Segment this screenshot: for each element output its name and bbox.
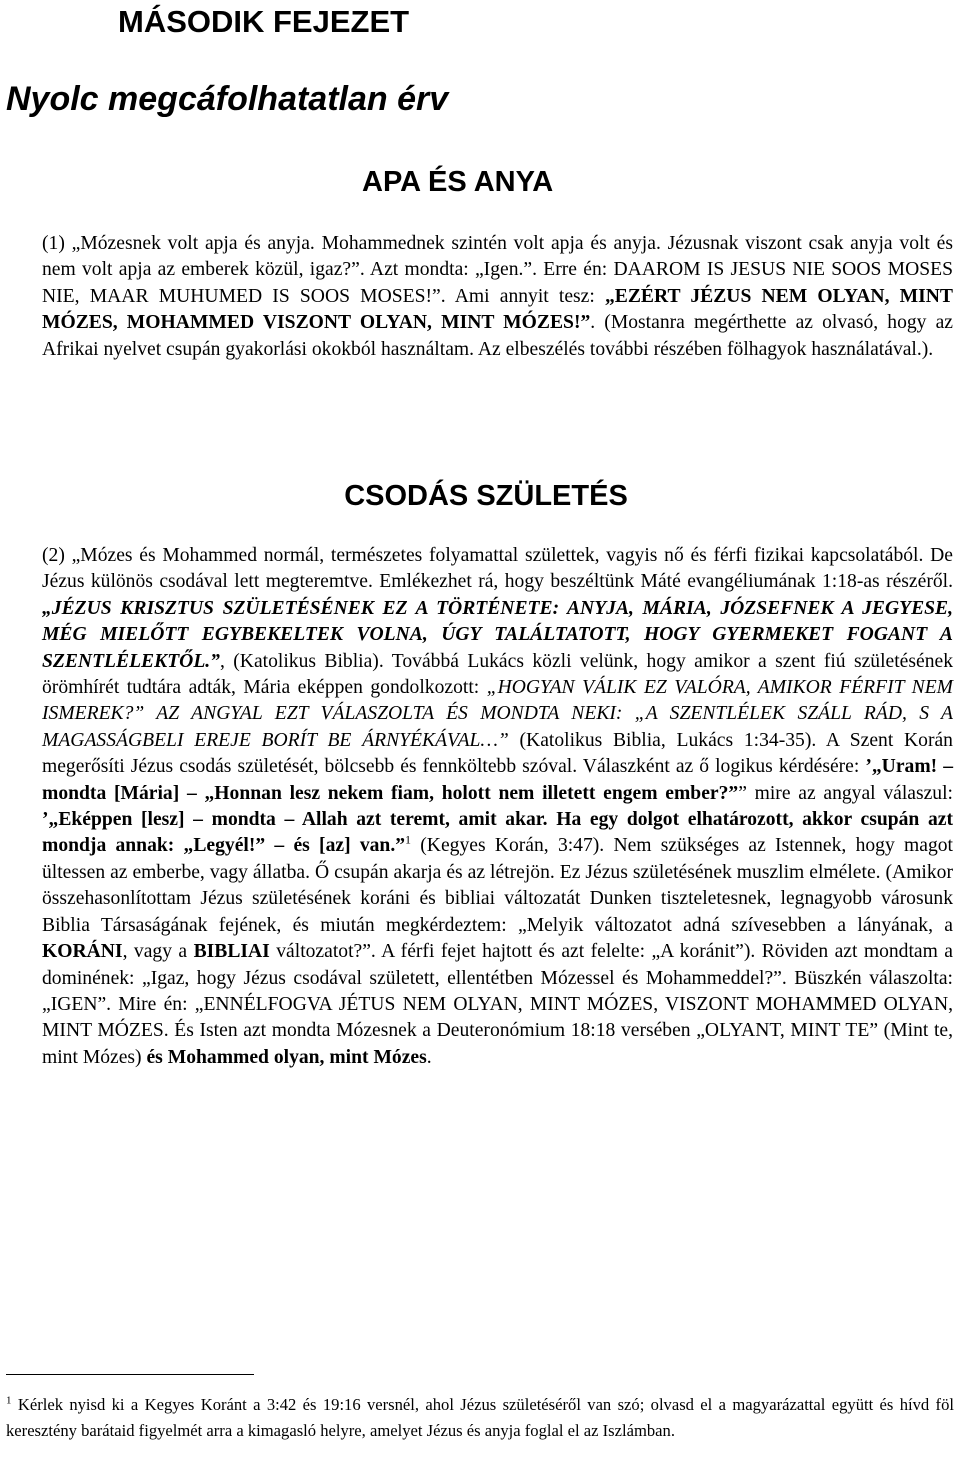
document-subtitle: Nyolc megcáfolhatatlan érv bbox=[6, 80, 449, 118]
paragraph-miraculous-birth bbox=[42, 543, 953, 1071]
footnote bbox=[6, 1392, 954, 1444]
birth-emphasis-korani: KORÁNI bbox=[42, 941, 123, 963]
parents-text-1: (1) „Mózesnek volt apja és anyja. Mohammednek szintén volt apja és anyja. Jézusnak viszont csak anyja volt és nem volt apja az emberek közül, igaz?”. Azt mondta: „Igen.”. Erre én: DAAROM IS JESUS NIE SOOS MOSES NIE, MAAR MUHUMED IS SOOS MOSES!”. Ami annyit tesz: bbox=[42, 233, 953, 307]
birth-text-7: változatot?”. A férfi fejet hajtott és azt felelte: „A koránit”). Röviden azt mondtam a dominének: „Igaz, hogy Jézus csodával született, ellentétben Mózessel és Mohammeddel?”. Büszkén válaszolta: „IGEN”. Mire én: „ENNÉLFOGVA JÉTUS NEM OLYAN, MINT MÓZES, VISZONT MOHAMMED OLYAN, MINT MÓZES. És Isten azt mondta Mózesnek a Deuteronómium 18:18 versében „OLYANT, MINT TE” (Mint te, mint Mózes) bbox=[42, 941, 953, 1068]
footnote-text: Kérlek nyisd ki a Kegyes Koránt a 3:42 és 19:16 versnél, ahol Jézus születéséről van szó; olvasd el a magyarázattal együtt és hívd föl keresztény barátaid figyelmét arra a kimagasló helyre, amelyet Jézus és anyja foglal el az Iszlámban. bbox=[6, 1395, 954, 1440]
birth-text-2: , (Katolikus Biblia). Továbbá Lukács közli velünk, hogy amikor a szent fiú születésének örömhírét tudtára adták, Mária eképpen gondolkozott: bbox=[42, 650, 953, 699]
birth-quran-quote-2: ’„Eképpen [lesz] – mondta – Allah azt teremt, amit akar. Ha egy dolgot elhatározott, akkor csupán azt mondja annak: „Legyél!” – és [az] van.” bbox=[42, 809, 953, 857]
section-heading-parents: APA ÉS ANYA bbox=[362, 166, 554, 198]
birth-text-3: (Katolikus Biblia, Lukács 1:34-35). A Szent Korán megerősíti Jézus csodás születését, bölcsebb és fennköltebb szóval. Válaszként az ő logikus kérdésére: bbox=[42, 729, 953, 778]
parents-emphasis-quote: „EZÉRT JÉZUS NEM OLYAN, MINT MÓZES, MOHAMMED VISZONT OLYAN, MINT MÓZES!” bbox=[42, 285, 953, 334]
parents-text-2: . (Mostanra megérthette az olvasó, hogy az Afrikai nyelvet csupán gyakorlási okokból használtam. Az elbeszélés további részében fölhagyok használatával.). bbox=[42, 312, 953, 360]
birth-emphasis-bibliai: BIBLIAI bbox=[193, 941, 270, 963]
birth-text-6: , vagy a bbox=[122, 941, 194, 963]
footnote-reference[interactable]: 1 bbox=[405, 832, 412, 847]
paragraph-parents bbox=[42, 231, 953, 363]
birth-luke-quote: „HOGYAN VÁLIK EZ VALÓRA, AMIKOR FÉRFIT NEM ISMEREK?” AZ ANGYAL EZT VÁLASZOLTA ÉS MONDTA NEKI: „A SZENTLÉLEK SZÁLL RÁD, S A MAGASSÁGBELI EREJE BORÍT BE ÁRNYÉKÁVAL…” bbox=[42, 677, 953, 751]
chapter-title: MÁSODIK FEJEZET bbox=[118, 4, 410, 39]
section-heading-miraculous-birth: CSODÁS SZÜLETÉS bbox=[344, 480, 628, 512]
birth-quran-quote-1: ’„Uram! – mondta [Mária] – „Honnan lesz nekem fiam, holott nem illetett engem ember?” bbox=[42, 756, 953, 804]
footnote-divider bbox=[6, 1374, 254, 1375]
birth-emphasis-conclusion: és Mohammed olyan, mint Mózes bbox=[146, 1046, 427, 1068]
birth-matthew-quote: „JÉZUS KRISZTUS SZÜLETÉSÉNEK EZ A TÖRTÉNETE: ANYJA, MÁRIA, JÓZSEFNEK A JEGYESE, MÉG MIELŐTT EGYBEKELTEK VOLNA, ÚGY TALÁLTATOTT, HOGY GYERMEKET FOGANT A SZENTLÉLEKTŐL.” bbox=[42, 597, 953, 672]
birth-text-8: . bbox=[426, 1046, 432, 1068]
birth-text-1: (2) „Mózes és Mohammed normál, természetes folyamattal születtek, vagyis nő és férfi fizikai kapcsolatából. De Jézus különös csodával lett megteremtve. Emlékezhet rá, hogy beszéltünk Máté evangéliumának 1:18-as részéről. bbox=[42, 545, 953, 593]
footnote-number: 1 bbox=[6, 1394, 12, 1407]
birth-text-5: (Kegyes Korán, 3:47). Nem szükséges az Istennek, hogy magot ültessen az emberbe, vagy állatba. Ő csupán akarja és az létrejön. Ez Jézus születésének muszlim elmélete. (Amikor összehasonlítottam Jézus születésének koráni és bibliai változatát Dunken tiszteletesnek, legnagyobb városunk Biblia Társaságának fejének, és miután megkérdeztem: „Melyik változatot adná szívesebben a lányának, a bbox=[42, 835, 953, 936]
birth-text-4: ” mire az angyal válaszul: bbox=[738, 782, 953, 804]
